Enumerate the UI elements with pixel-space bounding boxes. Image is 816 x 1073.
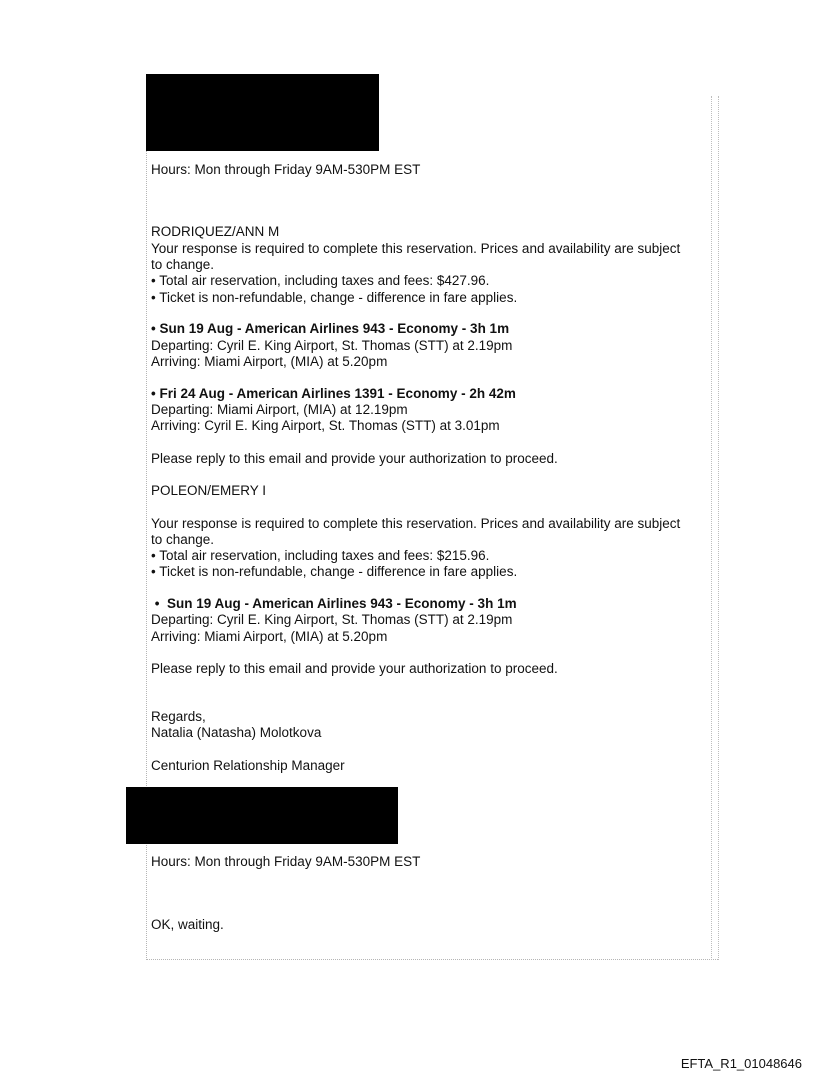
ticket-policy-line: • Ticket is non-refundable, change - difference in fare applies. <box>151 290 518 305</box>
reply-request: Please reply to this email and provide your authorization to proceed. <box>151 451 558 466</box>
flight-arriving: Arriving: Cyril E. King Airport, St. Thomas (STT) at 3.01pm <box>151 418 500 433</box>
reply-message: OK, waiting. <box>151 917 224 932</box>
flight-arriving: Arriving: Miami Airport, (MIA) at 5.20pm <box>151 354 388 369</box>
notice-text: to change. <box>151 532 215 547</box>
signature-regards: Regards, <box>151 709 206 724</box>
flight-title: • Fri 24 Aug - American Airlines 1391 - Economy - 2h 42m <box>151 386 516 401</box>
redaction-block <box>126 787 398 844</box>
hours-line: Hours: Mon through Friday 9AM-530PM EST <box>151 162 421 177</box>
notice-text: to change. <box>151 257 215 272</box>
signature-role: Centurion Relationship Manager <box>151 758 345 773</box>
redaction-block <box>146 74 379 151</box>
flight-departing: Departing: Cyril E. King Airport, St. Thomas (STT) at 2.19pm <box>151 612 513 627</box>
flight-departing: Departing: Cyril E. King Airport, St. Thomas (STT) at 2.19pm <box>151 338 513 353</box>
flight-arriving: Arriving: Miami Airport, (MIA) at 5.20pm <box>151 629 388 644</box>
notice-text: Your response is required to complete this reservation. Prices and availability are subject <box>151 516 681 531</box>
ticket-policy-line: • Ticket is non-refundable, change - difference in fare applies. <box>151 564 518 579</box>
total-price-line: • Total air reservation, including taxes and fees: $215.96. <box>151 548 490 563</box>
flight-title: • Sun 19 Aug - American Airlines 943 - Economy - 3h 1m <box>151 321 510 336</box>
document-id: EFTA_R1_01048646 <box>680 1056 802 1071</box>
total-price-line: • Total air reservation, including taxes and fees: $427.96. <box>151 273 490 288</box>
passenger-name: POLEON/EMERY I <box>151 483 267 498</box>
flight-departing: Departing: Miami Airport, (MIA) at 12.19pm <box>151 402 408 417</box>
flight-title: • Sun 19 Aug - American Airlines 943 - Economy - 3h 1m <box>151 596 517 611</box>
notice-text: Your response is required to complete this reservation. Prices and availability are subject <box>151 241 681 256</box>
signature-name: Natalia (Natasha) Molotkova <box>151 725 322 740</box>
reply-request: Please reply to this email and provide your authorization to proceed. <box>151 661 558 676</box>
email-frame-scrollbar <box>711 96 719 960</box>
passenger-name: RODRIQUEZ/ANN M <box>151 224 280 239</box>
hours-line: Hours: Mon through Friday 9AM-530PM EST <box>151 854 421 869</box>
